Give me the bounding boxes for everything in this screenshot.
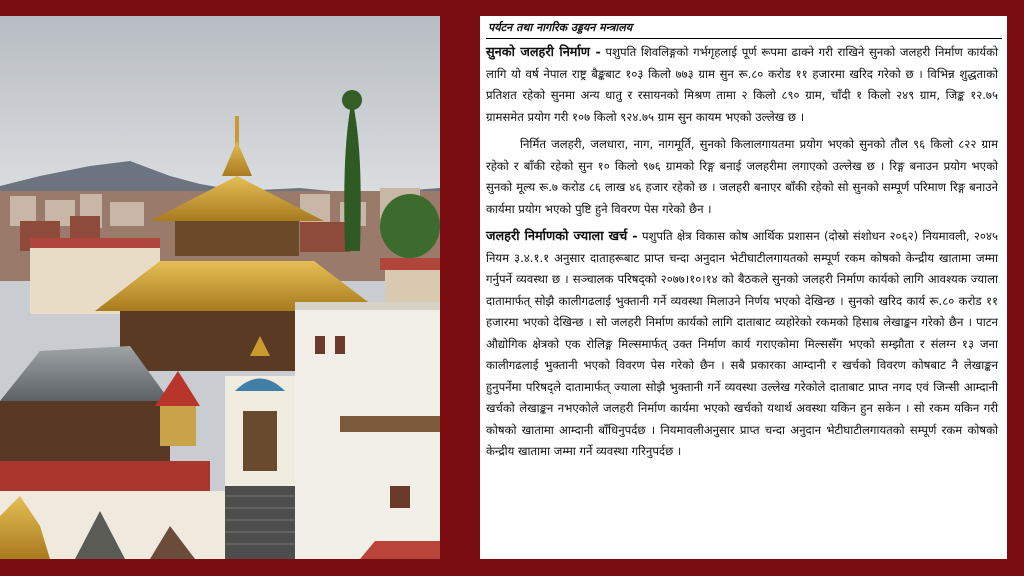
section-paragraph: [486, 134, 998, 220]
document-body: [486, 42, 998, 554]
section-title: जलहरी निर्माणको ज्याला खर्च -: [486, 229, 638, 244]
temple-photo: [0, 16, 440, 559]
section-title: सुनको जलहरी निर्माण -: [486, 45, 601, 60]
document-page: [480, 16, 1007, 559]
section-paragraph: [486, 42, 998, 128]
paragraph-text: पशुपति क्षेत्र विकास कोष आर्थिक प्रशासन (दोस्रो संशोधन २०६२) नियमावली, २०४५ नियम ३.४.१.१ अनुसार दाताहरूबाट प्राप्त चन्दा अनुदान भेटीघाटीलगायतको सम्पूर्ण रकम कोषको केन्द्रीय खातामा जम्मा गर्नुपर्ने व्यवस्था छ । सञ्चालक परिषद्को २०७७।१०।१४ को बैठकले सुनको जलहरी निर्माण कार्यको लागि आवश्यक ज्याला दातामार्फत् सोझै कालीगढलाई भुक्तानी गर्ने व्यवस्था मिलाउने निर्णय भएको देखिन्छ । सुनको खरिद कार्य रू.८० करोड ११ हजारमा भएको देखिन्छ । सो जलहरी निर्माण कार्यको लागि दाताबाट व्यहोरेको रकमको हिसाब लेखाङ्कन गरेको छैन । पाटन औद्योगिक क्षेत्रको एक रोलिङ्ग मिल्समार्फत् उक्त निर्माण कार्य गराएकोमा मिल्ससँग भएको सम्झौता र संलग्न १३ जना कालीगढलाई भुक्तानी भएको विवरण पेस गरेको छैन । सबै प्रकारका आम्दानी र खर्चको विवरण कोषबाट नै लेखाङ्कन हुनुपर्नेमा परिषद्ले दातामार्फत् ज्याला सोझै भुक्तानी गर्ने व्यवस्था उल्लेख गरेकोले दाताबाट प्राप्त नगद एवं जिन्सी आम्दानी खर्चको लेखाङ्कन नभएकोले जलहरी निर्माण कार्यमा भएको खर्चको यथार्थ अवस्था यकिन हुन सकेन । सो रकम यकिन गरी कोषको खातामा आम्दानी बाँधिनुपर्दछ । नियमावलीअनुसार प्राप्त चन्दा अनुदान भेटीघाटीलगायतको सम्पूर्ण रकम कोषको केन्द्रीय खातामा जम्मा गर्ने व्यवस्था गरिनुपर्दछ ।: [486, 229, 998, 458]
ministry-header: पर्यटन तथा नागरिक उड्डयन मन्त्रालय: [486, 18, 1002, 39]
paragraph-text: पशुपति शिवलिङ्गको गर्भगृहलाई पूर्ण रूपमा ढाक्ने गरी राखिने सुनको जलहरी निर्माण कार्यको लागि यो वर्ष नेपाल राष्ट्र बैङ्कबाट १०३ किलो ७७३ ग्राम सुन रू.८० करोड ११ हजारमा खरिद गरेको छ । विभिन्न शुद्धताको प्रतिशत रहेको सुनमा अन्य धातु र रसायनको मिश्रण तामा २ किलो ८९० ग्राम, चाँदी १ किलो २४९ ग्राम, जिङ्क १२.७५ ग्रामसमेत प्रयोग गरी १०७ किलो ९२४.७५ ग्राम सुन कायम भएको उल्लेख छ ।: [486, 45, 998, 124]
paragraph-text: निर्मित जलहरी, जलधारा, नाग, नागमूर्ति, सुनको किलालगायतमा प्रयोग भएको सुनको तौल ९६ किलो ८२२ ग्राम रहेको र बाँकी रहेको सुन १० किलो ९७६ ग्रामको रिङ्ग बनाई जलहरीमा लगाएको उल्लेख छ । रिङ्ग बनाउन प्रयोग भएको सुनको मूल्य रू.७ करोड ८६ लाख ४६ हजार रहेको छ । जलहरी बनाएर बाँकी रहेको सो सुनको सम्पूर्ण परिमाण रिङ्ग बनाउने कार्यमा प्रयोग भएको पुष्टि हुने विवरण पेस गरेको छैन ।: [486, 137, 998, 216]
section-paragraph: [486, 226, 998, 463]
